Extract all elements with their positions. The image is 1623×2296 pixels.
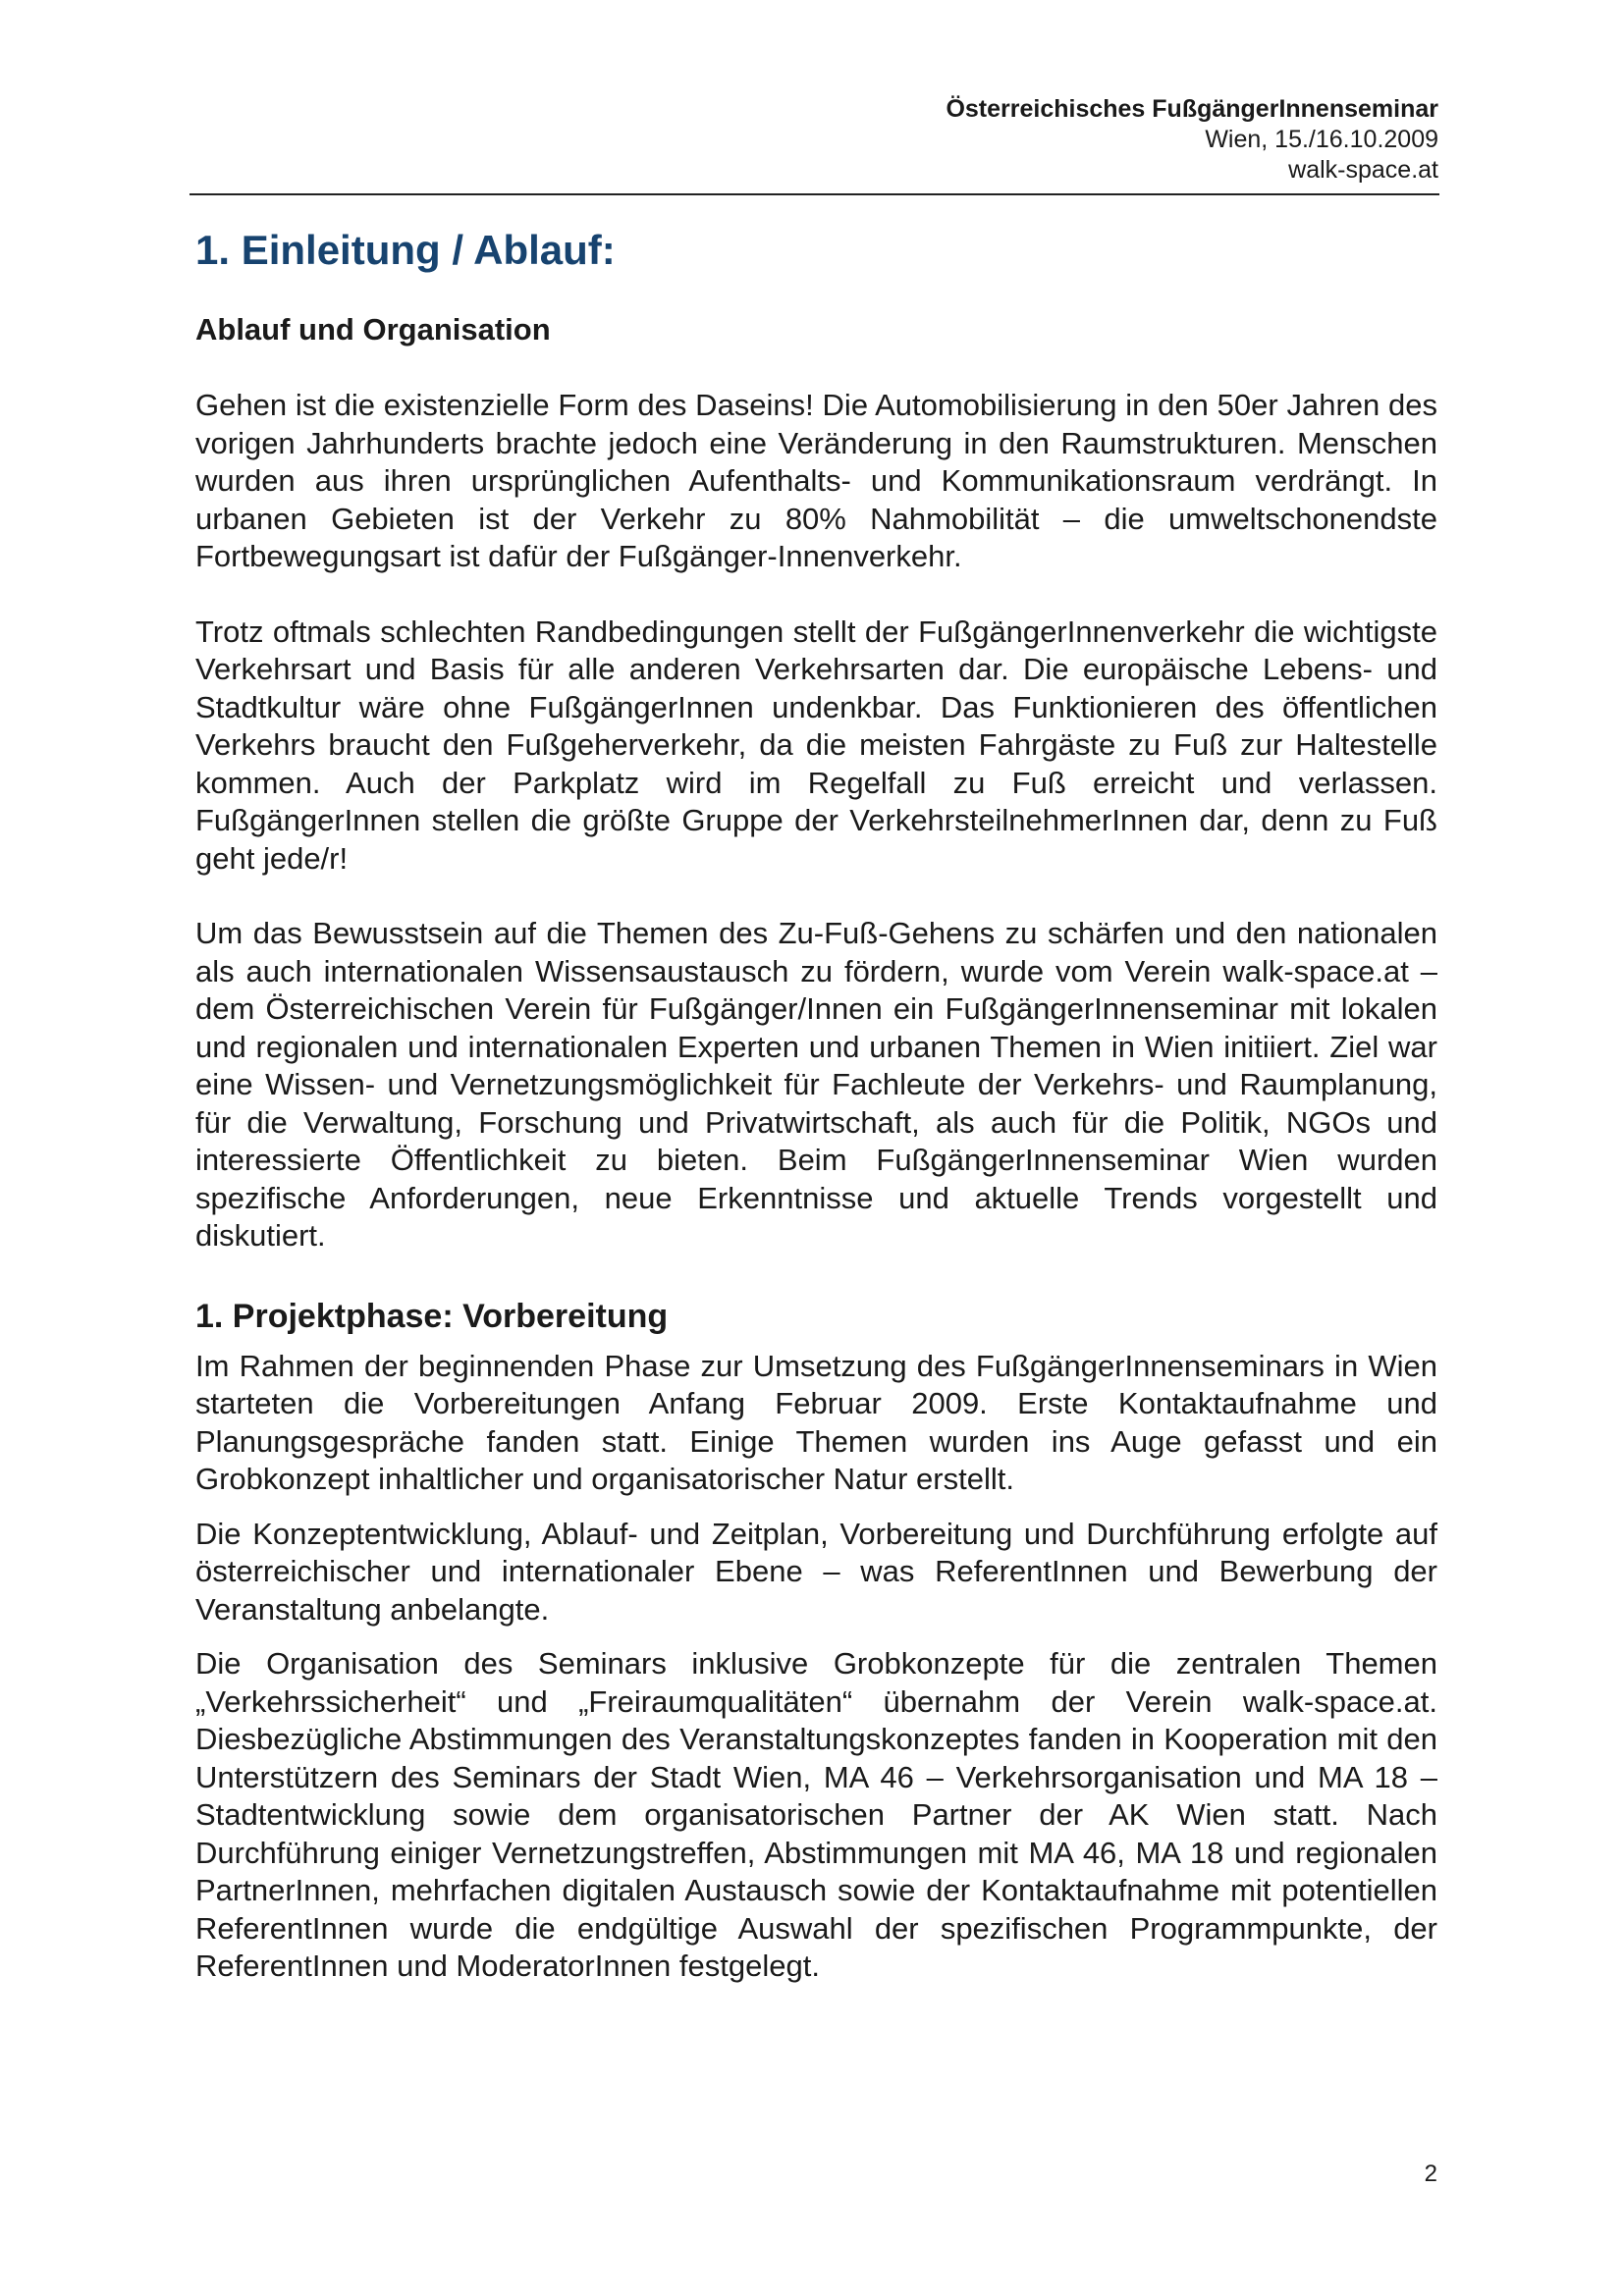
page-number: 2 [1424, 2161, 1437, 2187]
subheading: Ablauf und Organisation [195, 312, 551, 347]
phase-heading: 1. Projektphase: Vorbereitung [195, 1297, 669, 1335]
header-organization: Österreichisches FußgängerInnenseminar [946, 95, 1438, 123]
intro-paragraph: Um das Bewusstsein auf die Themen des Zu-Fuß-Gehens zu schärfen und den nationalen als auch internationalen Wissensaustausch zu fördern, wurde vom Verein walk-space.at – dem Österreichischen Verein für Fußgänger/Innen ein FußgängerInnenseminar mit lokalen und regionalen und internationalen Experten und urbanen Themen in Wien initiiert. Ziel war eine Wissen- und Vernetzungsmöglichkeit für Fachleute der Verkehrs- und Raumplanung, für die Verwaltung, Forschung und Privatwirtschaft, als auch für die Politik, NGOs und interessierte Öffentlichkeit zu bieten. Beim FußgängerInnenseminar Wien wurden spezifische Anforderungen, neue Erkenntnisse und aktuelle Trends vorgestellt und diskutiert. [195, 916, 1437, 1253]
header-divider [189, 193, 1439, 195]
intro-paragraph: Trotz oftmals schlechten Randbedingungen stellt der FußgängerInnenverkehr die wichtigste Verkehrsart und Basis für alle anderen Verkehrsarten dar. Die europäische Lebens- und Stadtkultur wäre ohne FußgängerInnen undenkbar. Das Funktionieren des öffentlichen Verkehrs braucht den Fußgeherverkehr, da die meisten Fahrgäste zu Fuß zur Haltestelle kommen. Auch der Parkplatz wird im Regelfall zu Fuß erreicht und verlassen. FußgängerInnen stellen die größte Gruppe der VerkehrsteilnehmerInnen dar, denn zu Fuß geht jede/r! [195, 614, 1437, 876]
header-website: walk-space.at [1288, 156, 1438, 184]
phase-paragraph: Die Konzeptentwicklung, Ablauf- und Zeitplan, Vorbereitung und Durchführung erfolgte auf österreichischer und internationaler Ebene – was ReferentInnen und Bewerbung der Veranstaltung anbelangte. [195, 1516, 1437, 1627]
phase-paragraph: Die Organisation des Seminars inklusive Grobkonzepte für die zentralen Themen „Verkehrssicherheit“ und „Freiraumqualitäten“ übernahm der Verein walk-space.at. Diesbezügliche Abstimmungen des Veranstaltungskonzeptes fanden in Kooperation mit den Unterstützern des Seminars der Stadt Wien, MA 46 – Verkehrsorganisation und MA 18 – Stadtentwicklung sowie dem organisatorischen Partner der AK Wien statt. Nach Durchführung einiger Vernetzungstreffen, Abstimmungen mit MA 46, MA 18 und regionalen PartnerInnen, mehrfachen digitalen Austausch sowie der Kontaktaufnahme mit potentiellen ReferentInnen wurde die endgültige Auswahl der spezifischen Programmpunkte, der ReferentInnen und ModeratorInnen festgelegt. [195, 1646, 1437, 1983]
section-title: 1. Einleitung / Ablauf: [195, 227, 616, 273]
intro-paragraph: Gehen ist die existenzielle Form des Daseins! Die Automobilisierung in den 50er Jahren des vorigen Jahrhunderts brachte jedoch eine Veränderung in den Raumstrukturen. Menschen wurden aus ihren ursprünglichen Aufenthalts- und Kommunikationsraum verdrängt. In urbanen Gebieten ist der Verkehr zu 80% Nahmobilität – die umweltschonendste Fortbewegungsart ist dafür der Fußgänger-Innenverkehr. [195, 388, 1437, 573]
header-location-date: Wien, 15./16.10.2009 [1205, 126, 1438, 153]
phase-paragraph: Im Rahmen der beginnenden Phase zur Umsetzung des FußgängerInnenseminars in Wien starteten die Vorbereitungen Anfang Februar 2009. Erste Kontaktaufnahme und Planungsgespräche fanden statt. Einige Themen wurden ins Auge gefasst und ein Grobkonzept inhaltlicher und organisatorischer Natur erstellt. [195, 1348, 1437, 1496]
main-content [195, 224, 1437, 1986]
page-header [193, 94, 1438, 186]
